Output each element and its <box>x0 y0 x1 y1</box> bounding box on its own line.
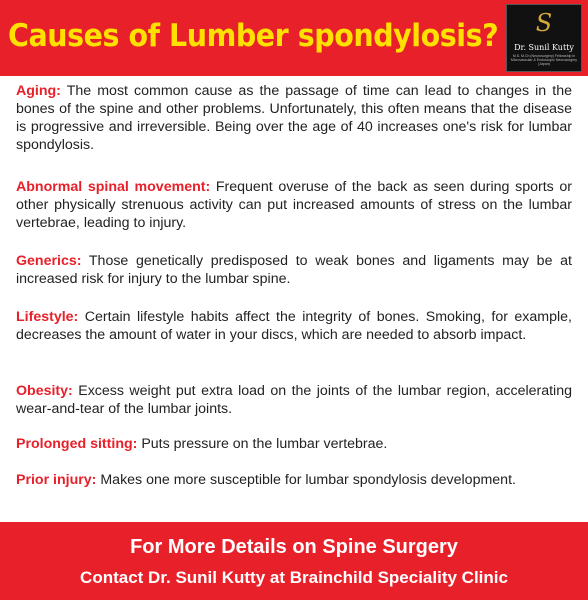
cause-item-generics <box>16 252 572 288</box>
cause-text: Frequent overuse of the back as seen during sports or other physically strenuous activity can put increased amounts of stress on the lumbar vertebrae, leading to injury. <box>16 179 573 231</box>
cause-term: Lifestyle: <box>16 309 79 325</box>
logo-monogram: S <box>535 9 553 37</box>
cause-term: Obesity: <box>16 383 73 399</box>
cause-text: Makes one more susceptible for lumbar spondylosis development. <box>96 472 516 488</box>
cause-term: Aging: <box>16 83 61 99</box>
page-title: Causes of Lumber spondylosis? <box>8 18 499 54</box>
logo <box>506 4 582 72</box>
cause-term: Prior injury: <box>16 472 97 488</box>
cause-text: Puts pressure on the lumbar vertebrae. <box>137 436 388 452</box>
cause-item-abnormal-movement <box>16 178 572 232</box>
footer-banner <box>0 522 588 600</box>
logo-credentials: M.S. M.Ch (Neurosurgery) Fellowship in Microvascular & Endoscopic Neurosurgery (Japan) <box>510 54 578 66</box>
cause-item-aging <box>16 82 572 154</box>
cause-item-obesity <box>16 382 572 418</box>
cause-term: Abnormal spinal movement: <box>16 179 211 195</box>
cause-term: Prolonged sitting: <box>16 436 138 452</box>
logo-name: Dr. Sunil Kutty <box>514 43 574 52</box>
cause-item-prolonged-sitting <box>16 435 572 453</box>
cause-item-prior-injury <box>16 471 572 489</box>
cause-text: Excess weight put extra load on the joints of the lumbar region, accelerating wear-and-tear of the lumbar joints. <box>16 383 572 417</box>
footer-headline: For More Details on Spine Surgery <box>130 536 458 558</box>
cause-text: Those genetically predisposed to weak bones and ligaments may be at increased risk for injury to the lumbar spine. <box>16 253 572 287</box>
footer-contact: Contact Dr. Sunil Kutty at Brainchild Speciality Clinic <box>80 568 508 587</box>
cause-term: Generics: <box>16 253 82 269</box>
header-banner <box>0 0 588 76</box>
causes-list <box>0 76 588 522</box>
cause-text: The most common cause as the passage of time can lead to changes in the bones of the spine and other problems. Unfortunately, this often means that the disease is progressive and irreversible. Being over the age of 40 increases one's risk for lumbar spondylosis. <box>16 83 572 153</box>
cause-text: Certain lifestyle habits affect the integrity of bones. Smoking, for example, decreases the amount of water in your discs, which are needed to absorb impact. <box>16 309 572 343</box>
cause-item-lifestyle <box>16 308 572 344</box>
